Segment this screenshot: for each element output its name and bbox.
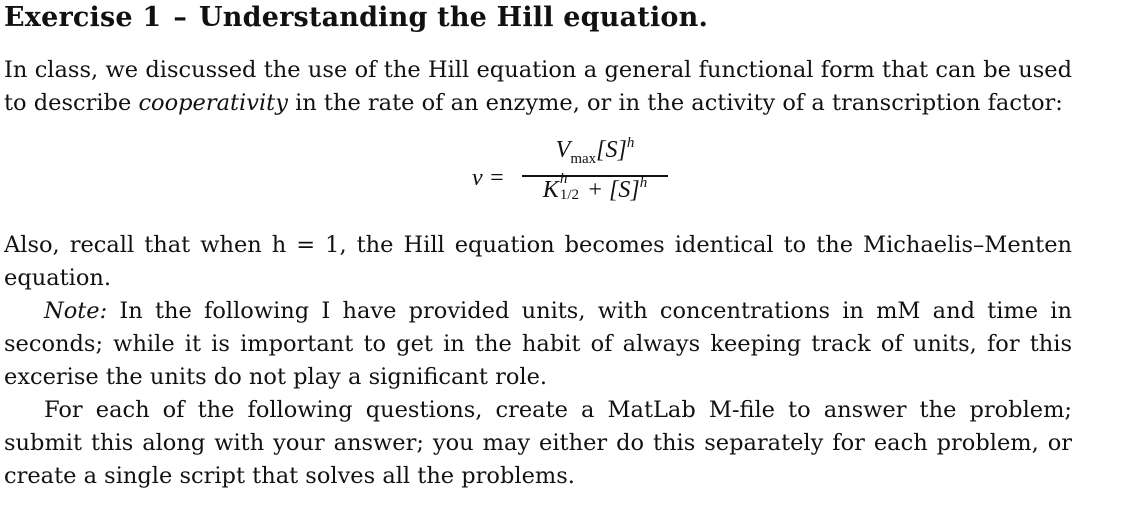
- note-text: In the following I have provided units, with concentrations in mM and time in seconds; while it is important to get in the habit of always keeping track of units, for this excerise the units do not play a significant role.: [4, 298, 1072, 390]
- intro-emphasis: cooperativity: [138, 90, 288, 116]
- exercise-label: Exercise 1: [4, 2, 162, 33]
- exercise-heading: [4, 2, 708, 33]
- instructions-paragraph: For each of the following questions, create a MatLab M-file to answer the problem; submit this along with your answer; you may either do this separately for each problem, or create a single script that solves all the problems.: [4, 397, 1072, 489]
- denominator-k-superscript: h: [559, 171, 568, 188]
- denominator-k-scripts: [559, 171, 581, 204]
- intro-text-after: in the rate of an enzyme, or in the activity of a transcription factor:: [287, 90, 1063, 116]
- intro-text-before: In class, we discussed the use of the Hill equation a general functional form that can be used to describe: [4, 57, 1072, 116]
- numerator-exponent: h: [626, 135, 635, 151]
- numerator-vmax: V: [555, 137, 571, 163]
- intro-paragraph: [4, 54, 1072, 120]
- equation-lhs-text: v =: [472, 165, 505, 191]
- numerator-vmax-subscript: max: [570, 151, 597, 167]
- note-label: Note:: [44, 298, 108, 324]
- denominator-exponent: h: [639, 175, 648, 191]
- denominator-k: K: [542, 177, 559, 203]
- recall-paragraph: Also, recall that when h = 1, the Hill equation becomes identical to the Michaelis–Menten equation.: [4, 232, 1072, 291]
- equation-denominator: [522, 171, 668, 204]
- heading-separator: –: [173, 2, 188, 33]
- note-paragraph: [4, 295, 1072, 394]
- exercise-title: Understanding the Hill equation.: [199, 2, 709, 33]
- denominator-k-subscript: 1/2: [559, 187, 579, 204]
- equation-lhs: [472, 165, 505, 192]
- equation-numerator: [522, 135, 668, 167]
- numerator-substrate: [S]: [596, 137, 627, 163]
- denominator-plus-substrate: + [S]: [580, 177, 640, 203]
